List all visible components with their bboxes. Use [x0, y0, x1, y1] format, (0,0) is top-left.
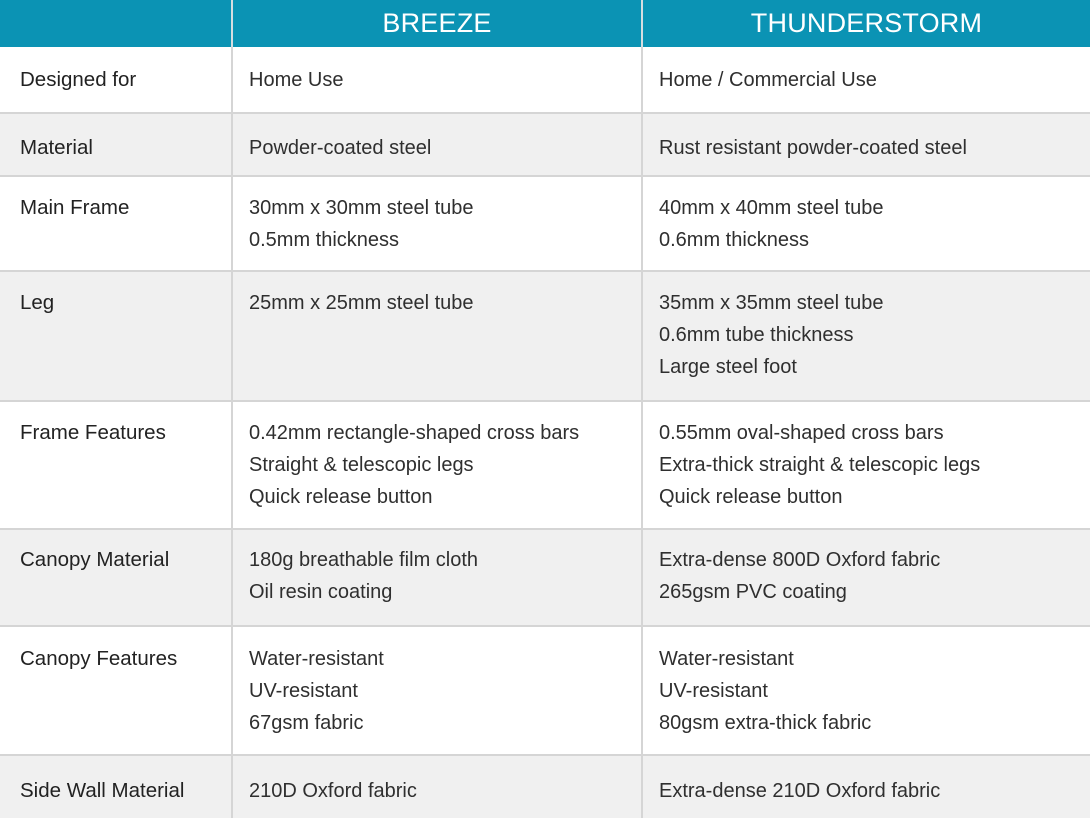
thunderstorm-cell — [643, 402, 1090, 530]
row-label-cell — [0, 47, 231, 114]
cell-line: Extra-dense 800D Oxford fabric — [659, 549, 941, 571]
row-label-cell — [0, 627, 231, 756]
breeze-cell — [233, 114, 641, 177]
cell-line: 0.42mm rectangle-shaped cross bars — [249, 422, 580, 444]
cell-line: 35mm x 35mm steel tube — [659, 292, 884, 314]
cell-line: 30mm x 30mm steel tube — [249, 197, 474, 219]
row-label-cell — [0, 402, 231, 530]
cell-line: 180g breathable film cloth — [249, 549, 479, 571]
thunderstorm-cell — [643, 627, 1090, 756]
row-label: Material — [20, 136, 93, 159]
cell-line: Quick release button — [659, 486, 843, 508]
cell-line: UV-resistant — [249, 680, 358, 702]
row-label: Canopy Material — [20, 548, 170, 571]
header-breeze: BREEZE — [233, 0, 641, 47]
breeze-cell — [233, 47, 641, 114]
row-label: Main Frame — [20, 196, 130, 219]
cell-line: Powder-coated steel — [249, 137, 432, 159]
row-label: Side Wall Material — [20, 779, 185, 802]
row-label-cell — [0, 756, 231, 818]
cell-line: 0.6mm thickness — [659, 229, 810, 251]
thunderstorm-cell — [643, 530, 1090, 627]
cell-line: 265gsm PVC coating — [659, 581, 847, 603]
row-label: Canopy Features — [20, 647, 178, 670]
breeze-cell — [233, 756, 641, 818]
thunderstorm-cell — [643, 272, 1090, 402]
cell-line: 67gsm fabric — [249, 712, 364, 734]
cell-line: Large steel foot — [659, 356, 797, 378]
thunderstorm-cell — [643, 177, 1090, 272]
row-label-cell — [0, 177, 231, 272]
cell-line: Home Use — [249, 69, 344, 91]
thunderstorm-cell — [643, 47, 1090, 114]
cell-line: 40mm x 40mm steel tube — [659, 197, 884, 219]
cell-line: Water-resistant — [659, 648, 794, 670]
header-thunderstorm: THUNDERSTORM — [643, 0, 1090, 47]
cell-line: Straight & telescopic legs — [249, 454, 474, 476]
breeze-cell — [233, 402, 641, 530]
cell-line: 25mm x 25mm steel tube — [249, 292, 474, 314]
row-label: Frame Features — [20, 421, 166, 444]
thunderstorm-cell — [643, 114, 1090, 177]
cell-line: 0.6mm tube thickness — [659, 324, 854, 346]
breeze-cell — [233, 272, 641, 402]
cell-line: Quick release button — [249, 486, 433, 508]
cell-line: Extra-dense 210D Oxford fabric — [659, 780, 941, 802]
breeze-cell — [233, 627, 641, 756]
row-label: Leg — [20, 291, 55, 314]
cell-line: Rust resistant powder-coated steel — [659, 137, 967, 159]
thunderstorm-cell — [643, 756, 1090, 818]
row-label-cell — [0, 114, 231, 177]
row-label: Designed for — [20, 68, 137, 91]
cell-line: UV-resistant — [659, 680, 768, 702]
row-label-cell — [0, 530, 231, 627]
header-blank — [0, 0, 231, 47]
cell-line: 0.55mm oval-shaped cross bars — [659, 422, 944, 444]
breeze-cell — [233, 177, 641, 272]
cell-line: 210D Oxford fabric — [249, 780, 417, 802]
cell-line: 80gsm extra-thick fabric — [659, 712, 872, 734]
cell-line: Home / Commercial Use — [659, 69, 877, 91]
cell-line: 0.5mm thickness — [249, 229, 400, 251]
cell-line: Oil resin coating — [249, 581, 393, 603]
cell-line: Water-resistant — [249, 648, 384, 670]
cell-line: Extra-thick straight & telescopic legs — [659, 454, 981, 476]
row-label-cell — [0, 272, 231, 402]
breeze-cell — [233, 530, 641, 627]
